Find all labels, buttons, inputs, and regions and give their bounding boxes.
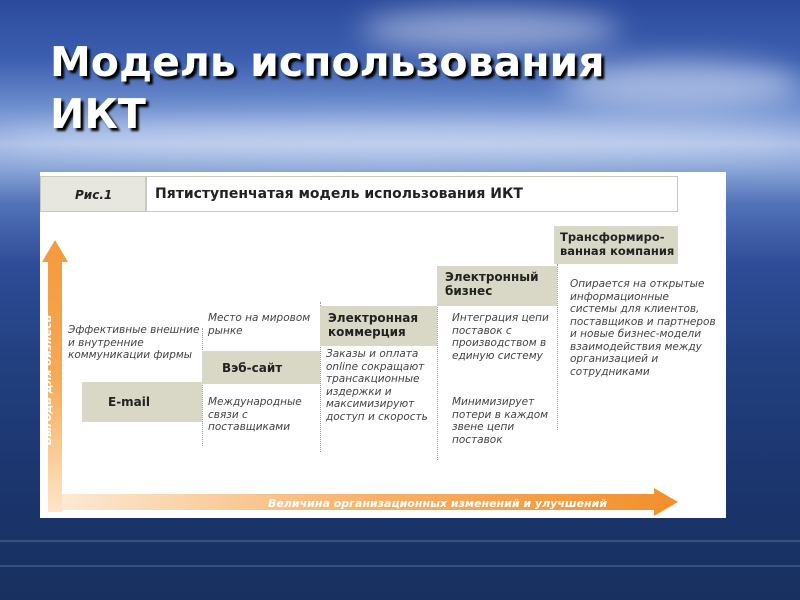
sea-wave: [0, 565, 800, 567]
slide-title: [50, 36, 750, 140]
figure-title-box: [146, 176, 678, 212]
slide-title-line-2: ИКТ: [50, 90, 146, 138]
horizontal-axis-label: Величина организационных изменений и улучшений: [268, 497, 608, 510]
step-website-lower-description: Международные связи с поставщиками: [208, 396, 302, 433]
step-ecommerce-label: Электронная коммерция: [328, 311, 419, 339]
step-website: [202, 351, 320, 384]
sea-wave: [0, 540, 800, 542]
slide-title-line-1: Модель использования: [50, 38, 605, 86]
step-ebusiness: [437, 266, 557, 306]
figure-title: Пятиступенчатая модель использования ИКТ: [155, 186, 523, 202]
step-ebusiness-description-1: Интеграция цепи поставок с производством в единую систему: [452, 312, 549, 362]
step-website-upper-description: Место на мировом рынке: [208, 312, 311, 337]
step-ebusiness-label: Электронный бизнес: [445, 270, 539, 298]
step-email: [82, 382, 202, 422]
figure-label: Рис.1: [75, 188, 113, 202]
figure-label-box: [40, 176, 146, 212]
step-ecommerce: [320, 306, 437, 346]
vertical-axis-label: Выгода для бизнеса: [41, 314, 54, 446]
step-website-label: Вэб-сайт: [222, 361, 283, 375]
step-email-label: E-mail: [108, 395, 151, 409]
step-ecommerce-description: Заказы и оплата online сокращают трансакционные издержки и максимизируют доступ и скорость: [326, 348, 428, 423]
step-email-description: Эффективные внешние и внутренние коммуникации фирмы: [68, 324, 200, 361]
figure-diagram: [40, 172, 726, 518]
step-transformed-company: [554, 226, 678, 264]
step-transformed-company-description: Опирается на открытые информационные системы для клиентов, поставщиков и партнеров и новые бизнес-модели взаимодействия между организацией и сотрудниками: [570, 278, 716, 378]
step-transformed-company-label: Трансформиро-ванная компания: [560, 230, 675, 258]
step-ebusiness-description-2: Минимизирует потери в каждом звене цепи поставок: [452, 396, 549, 446]
